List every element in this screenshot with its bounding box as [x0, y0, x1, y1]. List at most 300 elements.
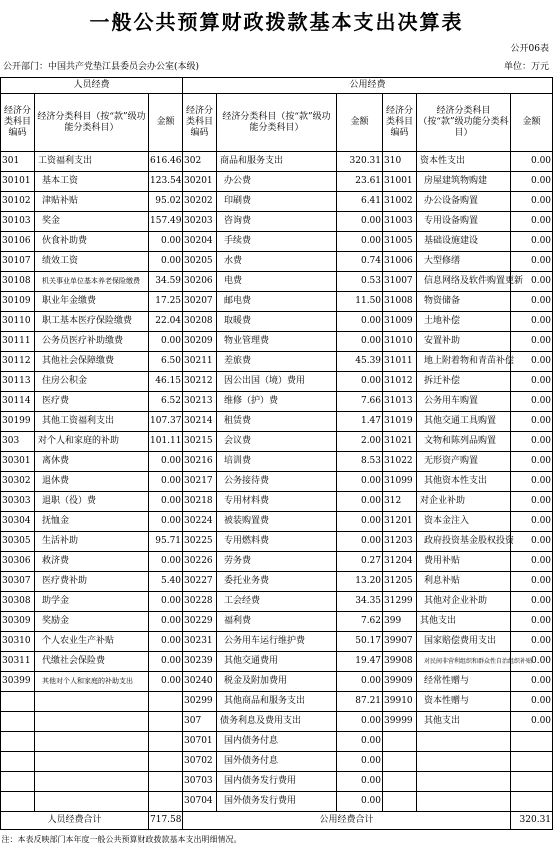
- public-capital-amount-cell: 0.00: [511, 592, 553, 612]
- public-capital-code-cell: 399: [383, 612, 417, 632]
- public-goods-amount-cell: 45.39: [337, 352, 383, 372]
- table-row: [1, 472, 553, 492]
- public-goods-code-cell: 30204: [183, 232, 217, 252]
- public-goods-name-cell: 被装购置费: [217, 512, 337, 532]
- table-row: [1, 752, 553, 772]
- public-goods-name-cell: 专用燃料费: [217, 532, 337, 552]
- personnel-name-cell: 绩效工资: [35, 252, 149, 272]
- personnel-amount-cell: 46.15: [149, 372, 183, 392]
- public-capital-name-cell: 基础设施建设: [417, 232, 511, 252]
- public-capital-amount-cell: [511, 732, 553, 752]
- public-capital-name-cell: 其他支出: [417, 612, 511, 632]
- public-capital-name-cell: 信息网络及软件购置更新: [417, 272, 511, 292]
- table-row: [1, 152, 553, 172]
- personnel-code-cell: 30112: [1, 352, 35, 372]
- public-capital-name-cell: 利息补贴: [417, 572, 511, 592]
- public-goods-amount-cell: 11.50: [337, 292, 383, 312]
- public-goods-name-cell: 债务利息及费用支出: [217, 712, 337, 732]
- public-goods-name-cell: 公务接待费: [217, 472, 337, 492]
- public-goods-code-cell: 30218: [183, 492, 217, 512]
- table-row: [1, 212, 553, 232]
- personnel-code-cell: 30114: [1, 392, 35, 412]
- col-header-code: 经济分类科目编码: [1, 94, 35, 152]
- public-goods-name-cell: 专用材料费: [217, 492, 337, 512]
- public-capital-name-cell: 经常性赠与: [417, 672, 511, 692]
- personnel-name-cell: 津贴补贴: [35, 192, 149, 212]
- public-capital-amount-cell: 0.00: [511, 692, 553, 712]
- table-row: [1, 232, 553, 252]
- public-goods-amount-cell: 0.00: [337, 712, 383, 732]
- public-total-value: 320.31: [511, 812, 553, 830]
- public-capital-code-cell: 31099: [383, 472, 417, 492]
- personnel-amount-cell: 0.00: [149, 652, 183, 672]
- personnel-code-cell: 30103: [1, 212, 35, 232]
- public-capital-code-cell: 31201: [383, 512, 417, 532]
- table-row: [1, 572, 553, 592]
- public-capital-code-cell: [383, 752, 417, 772]
- personnel-amount-cell: 107.37: [149, 412, 183, 432]
- public-capital-name-cell: 文物和陈列品购置: [417, 432, 511, 452]
- personnel-amount-cell: 0.00: [149, 472, 183, 492]
- public-capital-name-cell: [417, 772, 511, 792]
- public-goods-code-cell: 30207: [183, 292, 217, 312]
- public-capital-code-cell: 31008: [383, 292, 417, 312]
- public-goods-name-cell: 取暖费: [217, 312, 337, 332]
- table-row: [1, 252, 553, 272]
- public-goods-code-cell: 302: [183, 152, 217, 172]
- public-goods-code-cell: 30217: [183, 472, 217, 492]
- public-capital-name-cell: 资本性支出: [417, 152, 511, 172]
- public-goods-name-cell: 劳务费: [217, 552, 337, 572]
- public-goods-amount-cell: 0.00: [337, 672, 383, 692]
- personnel-name-cell: 其他社会保障缴费: [35, 352, 149, 372]
- public-goods-code-cell: 30299: [183, 692, 217, 712]
- public-goods-code-cell: 30704: [183, 792, 217, 812]
- public-goods-amount-cell: 0.00: [337, 772, 383, 792]
- public-goods-amount-cell: 0.00: [337, 792, 383, 812]
- personnel-name-cell: 医疗费补助: [35, 572, 149, 592]
- public-capital-code-cell: 31011: [383, 352, 417, 372]
- personnel-code-cell: 301: [1, 152, 35, 172]
- public-goods-code-cell: 30209: [183, 332, 217, 352]
- personnel-name-cell: 个人农业生产补贴: [35, 632, 149, 652]
- form-number: 公开06表: [510, 44, 549, 54]
- personnel-name-cell: 基本工资: [35, 172, 149, 192]
- public-goods-name-cell: 维修（护）费: [217, 392, 337, 412]
- public-goods-amount-cell: 0.00: [337, 532, 383, 552]
- public-goods-code-cell: 30202: [183, 192, 217, 212]
- public-capital-amount-cell: 0.00: [511, 272, 553, 292]
- personnel-code-cell: 30113: [1, 372, 35, 392]
- public-capital-name-cell: 对民间非营利组织和群众性自治组织补贴: [417, 652, 511, 672]
- public-goods-name-cell: 税金及附加费用: [217, 672, 337, 692]
- personnel-name-cell: 公务员医疗补助缴费: [35, 332, 149, 352]
- personnel-amount-cell: 0.00: [149, 332, 183, 352]
- personnel-amount-cell: 616.46: [149, 152, 183, 172]
- table-row: [1, 492, 553, 512]
- public-capital-code-cell: 31205: [383, 572, 417, 592]
- public-capital-code-cell: 31012: [383, 372, 417, 392]
- public-goods-amount-cell: 0.00: [337, 512, 383, 532]
- public-capital-code-cell: 31203: [383, 532, 417, 552]
- personnel-code-cell: 30110: [1, 312, 35, 332]
- table-row: [1, 392, 553, 412]
- personnel-code-cell: 30111: [1, 332, 35, 352]
- public-capital-code-cell: 31007: [383, 272, 417, 292]
- personnel-amount-cell: 22.04: [149, 312, 183, 332]
- public-goods-code-cell: 30208: [183, 312, 217, 332]
- col-header-name: 经济分类科目（按“款”级功能分类科目）: [35, 94, 149, 152]
- public-goods-amount-cell: 7.66: [337, 392, 383, 412]
- public-goods-amount-cell: 19.47: [337, 652, 383, 672]
- public-goods-name-cell: 印刷费: [217, 192, 337, 212]
- table-row: [1, 172, 553, 192]
- public-goods-amount-cell: 0.00: [337, 232, 383, 252]
- public-goods-code-cell: 30211: [183, 352, 217, 372]
- personnel-amount-cell: [149, 792, 183, 812]
- table-row: [1, 332, 553, 352]
- personnel-code-cell: 30310: [1, 632, 35, 652]
- personnel-code-cell: 30108: [1, 272, 35, 292]
- public-capital-name-cell: 对企业补助: [417, 492, 511, 512]
- public-goods-name-cell: 租赁费: [217, 412, 337, 432]
- personnel-amount-cell: 0.00: [149, 232, 183, 252]
- public-header: 公用经费: [183, 78, 553, 94]
- public-goods-name-cell: 国内债务发行费用: [217, 772, 337, 792]
- public-capital-amount-cell: 0.00: [511, 192, 553, 212]
- public-goods-name-cell: 福利费: [217, 612, 337, 632]
- public-goods-amount-cell: 0.00: [337, 752, 383, 772]
- personnel-name-cell: 其他工资福利支出: [35, 412, 149, 432]
- table-row: [1, 452, 553, 472]
- public-capital-amount-cell: 0.00: [511, 292, 553, 312]
- personnel-amount-cell: [149, 712, 183, 732]
- personnel-name-cell: 住房公积金: [35, 372, 149, 392]
- table-row: [1, 692, 553, 712]
- public-goods-amount-cell: 23.61: [337, 172, 383, 192]
- personnel-name-cell: 退职（役）费: [35, 492, 149, 512]
- personnel-amount-cell: 0.00: [149, 592, 183, 612]
- public-capital-amount-cell: 0.00: [511, 372, 553, 392]
- personnel-name-cell: 救济费: [35, 552, 149, 572]
- public-capital-amount-cell: 0.00: [511, 532, 553, 552]
- public-capital-amount-cell: [511, 752, 553, 772]
- personnel-code-cell: 30307: [1, 572, 35, 592]
- personnel-name-cell: 机关事业单位基本养老保险缴费: [35, 272, 149, 292]
- public-capital-name-cell: 资本金注入: [417, 512, 511, 532]
- personnel-code-cell: [1, 732, 35, 752]
- personnel-amount-cell: 0.00: [149, 552, 183, 572]
- public-capital-code-cell: 39908: [383, 652, 417, 672]
- personnel-code-cell: [1, 772, 35, 792]
- public-goods-name-cell: 咨询费: [217, 212, 337, 232]
- personnel-code-cell: 30304: [1, 512, 35, 532]
- col-header-name: 经济分类科目（按“款”级功能分类科目）: [417, 94, 511, 152]
- public-capital-name-cell: 大型修缮: [417, 252, 511, 272]
- public-capital-amount-cell: 0.00: [511, 252, 553, 272]
- personnel-name-cell: 代缴社会保险费: [35, 652, 149, 672]
- public-capital-name-cell: 政府投资基金股权投资: [417, 532, 511, 552]
- public-capital-amount-cell: 0.00: [511, 232, 553, 252]
- public-goods-name-cell: 手续费: [217, 232, 337, 252]
- table-row: [1, 592, 553, 612]
- public-goods-name-cell: 因公出国（境）费用: [217, 372, 337, 392]
- personnel-name-cell: [35, 752, 149, 772]
- public-capital-code-cell: 310: [383, 152, 417, 172]
- public-capital-name-cell: 国家赔偿费用支出: [417, 632, 511, 652]
- col-header-code: 经济分类科目编码: [183, 94, 217, 152]
- public-goods-name-cell: 其他交通费用: [217, 652, 337, 672]
- table-row: [1, 672, 553, 692]
- public-capital-name-cell: 物资储备: [417, 292, 511, 312]
- personnel-name-cell: 奖金: [35, 212, 149, 232]
- personnel-name-cell: 职业年金缴费: [35, 292, 149, 312]
- expenditure-table: [0, 77, 553, 848]
- table-row: [1, 772, 553, 792]
- table-row: [1, 512, 553, 532]
- personnel-name-cell: 伙食补助费: [35, 232, 149, 252]
- public-goods-code-cell: 30228: [183, 592, 217, 612]
- public-capital-amount-cell: 0.00: [511, 392, 553, 412]
- personnel-code-cell: 30107: [1, 252, 35, 272]
- table-row: [1, 432, 553, 452]
- personnel-amount-cell: 157.49: [149, 212, 183, 232]
- public-goods-name-cell: 国内债务付息: [217, 732, 337, 752]
- personnel-total-value: 717.58: [149, 812, 183, 830]
- public-capital-name-cell: 其他支出: [417, 712, 511, 732]
- public-goods-amount-cell: 34.35: [337, 592, 383, 612]
- personnel-code-cell: 30102: [1, 192, 35, 212]
- personnel-code-cell: 30311: [1, 652, 35, 672]
- public-goods-name-cell: 国外债务发行费用: [217, 792, 337, 812]
- personnel-amount-cell: 101.11: [149, 432, 183, 452]
- public-capital-amount-cell: 0.00: [511, 572, 553, 592]
- public-capital-amount-cell: 0.00: [511, 672, 553, 692]
- public-capital-code-cell: [383, 792, 417, 812]
- public-goods-amount-cell: 0.00: [337, 372, 383, 392]
- public-goods-amount-cell: 0.27: [337, 552, 383, 572]
- public-goods-code-cell: 30226: [183, 552, 217, 572]
- public-capital-amount-cell: 0.00: [511, 652, 553, 672]
- personnel-code-cell: 30101: [1, 172, 35, 192]
- public-capital-name-cell: 拆迁补偿: [417, 372, 511, 392]
- personnel-name-cell: 助学金: [35, 592, 149, 612]
- personnel-code-cell: 30308: [1, 592, 35, 612]
- table-row: [1, 532, 553, 552]
- table-row: [1, 792, 553, 812]
- personnel-name-cell: 其他对个人和家庭的补助支出: [35, 672, 149, 692]
- personnel-amount-cell: 0.00: [149, 512, 183, 532]
- personnel-code-cell: 30109: [1, 292, 35, 312]
- public-goods-code-cell: 30214: [183, 412, 217, 432]
- public-goods-code-cell: 30203: [183, 212, 217, 232]
- personnel-code-cell: [1, 752, 35, 772]
- personnel-name-cell: 职工基本医疗保险缴费: [35, 312, 149, 332]
- public-capital-amount-cell: 0.00: [511, 432, 553, 452]
- personnel-code-cell: 30309: [1, 612, 35, 632]
- public-goods-name-cell: 邮电费: [217, 292, 337, 312]
- personnel-code-cell: [1, 792, 35, 812]
- public-goods-amount-cell: 320.31: [337, 152, 383, 172]
- public-total-label: 公用经费合计: [183, 812, 511, 830]
- personnel-name-cell: 工资福利支出: [35, 152, 149, 172]
- public-capital-code-cell: 31022: [383, 452, 417, 472]
- public-capital-code-cell: 39909: [383, 672, 417, 692]
- personnel-name-cell: 奖励金: [35, 612, 149, 632]
- personnel-header: 人员经费: [1, 78, 183, 94]
- table-row: [1, 652, 553, 672]
- public-goods-code-cell: 30201: [183, 172, 217, 192]
- personnel-name-cell: 生活补助: [35, 532, 149, 552]
- personnel-amount-cell: [149, 772, 183, 792]
- public-goods-name-cell: 国外债务付息: [217, 752, 337, 772]
- table-row: [1, 732, 553, 752]
- col-header-amount: 金额: [511, 94, 553, 152]
- col-header-amount: 金额: [337, 94, 383, 152]
- personnel-amount-cell: 95.02: [149, 192, 183, 212]
- personnel-amount-cell: 0.00: [149, 492, 183, 512]
- col-header-code: 经济分类科目编码: [383, 94, 417, 152]
- public-goods-amount-cell: 0.00: [337, 492, 383, 512]
- table-row: [1, 352, 553, 372]
- public-capital-code-cell: 39910: [383, 692, 417, 712]
- public-capital-code-cell: 31005: [383, 232, 417, 252]
- public-capital-name-cell: 无形资产购置: [417, 452, 511, 472]
- department-label: 公开部门：中国共产党垫江县委员会办公室(本级): [3, 62, 200, 72]
- public-capital-name-cell: 安置补助: [417, 332, 511, 352]
- public-capital-code-cell: 31003: [383, 212, 417, 232]
- public-capital-code-cell: 31002: [383, 192, 417, 212]
- public-goods-code-cell: 30229: [183, 612, 217, 632]
- public-goods-amount-cell: 0.00: [337, 732, 383, 752]
- public-goods-amount-cell: 8.53: [337, 452, 383, 472]
- public-goods-code-cell: 30212: [183, 372, 217, 392]
- public-capital-amount-cell: [511, 772, 553, 792]
- personnel-name-cell: 抚恤金: [35, 512, 149, 532]
- personnel-name-cell: [35, 732, 149, 752]
- public-goods-amount-cell: 50.17: [337, 632, 383, 652]
- public-goods-name-cell: 商品和服务支出: [217, 152, 337, 172]
- public-goods-code-cell: 30231: [183, 632, 217, 652]
- table-row: [1, 372, 553, 392]
- public-capital-code-cell: 31009: [383, 312, 417, 332]
- public-goods-amount-cell: 0.00: [337, 332, 383, 352]
- public-capital-code-cell: [383, 732, 417, 752]
- personnel-amount-cell: [149, 752, 183, 772]
- public-goods-amount-cell: 2.00: [337, 432, 383, 452]
- public-goods-code-cell: 30227: [183, 572, 217, 592]
- public-goods-name-cell: 水费: [217, 252, 337, 272]
- public-goods-amount-cell: 87.21: [337, 692, 383, 712]
- public-capital-amount-cell: 0.00: [511, 172, 553, 192]
- public-capital-name-cell: 其他交通工具购置: [417, 412, 511, 432]
- public-goods-code-cell: 30213: [183, 392, 217, 412]
- personnel-amount-cell: 5.40: [149, 572, 183, 592]
- personnel-amount-cell: 6.52: [149, 392, 183, 412]
- public-capital-amount-cell: 0.00: [511, 452, 553, 472]
- public-goods-code-cell: 307: [183, 712, 217, 732]
- personnel-code-cell: [1, 692, 35, 712]
- personnel-amount-cell: 123.54: [149, 172, 183, 192]
- public-goods-amount-cell: 0.00: [337, 312, 383, 332]
- public-goods-amount-cell: 1.47: [337, 412, 383, 432]
- table-row: [1, 632, 553, 652]
- personnel-code-cell: 303: [1, 432, 35, 452]
- table-row: [1, 552, 553, 572]
- table-row: [1, 192, 553, 212]
- personnel-amount-cell: 0.00: [149, 672, 183, 692]
- public-capital-amount-cell: 0.00: [511, 552, 553, 572]
- public-goods-name-cell: 工会经费: [217, 592, 337, 612]
- public-capital-name-cell: 土地补偿: [417, 312, 511, 332]
- public-capital-code-cell: 31001: [383, 172, 417, 192]
- public-goods-name-cell: 委托业务费: [217, 572, 337, 592]
- table-row: [1, 312, 553, 332]
- public-capital-code-cell: 312: [383, 492, 417, 512]
- public-goods-amount-cell: 0.00: [337, 472, 383, 492]
- public-capital-code-cell: 31299: [383, 592, 417, 612]
- public-capital-amount-cell: 0.00: [511, 512, 553, 532]
- personnel-code-cell: 30302: [1, 472, 35, 492]
- public-capital-amount-cell: 0.00: [511, 492, 553, 512]
- public-capital-name-cell: 办公设备购置: [417, 192, 511, 212]
- public-goods-amount-cell: 7.62: [337, 612, 383, 632]
- col-header-name: 经济分类科目（按“款”级功能分类科目）: [217, 94, 337, 152]
- public-capital-amount-cell: 0.00: [511, 632, 553, 652]
- public-goods-code-cell: 30224: [183, 512, 217, 532]
- public-capital-code-cell: 31021: [383, 432, 417, 452]
- public-capital-code-cell: 31006: [383, 252, 417, 272]
- public-capital-name-cell: [417, 732, 511, 752]
- public-capital-name-cell: 费用补贴: [417, 552, 511, 572]
- personnel-amount-cell: 6.50: [149, 352, 183, 372]
- totals-row: [1, 812, 553, 830]
- public-goods-code-cell: 30215: [183, 432, 217, 452]
- report-title: 一般公共预算财政拨款基本支出决算表: [89, 10, 464, 34]
- public-goods-code-cell: 30216: [183, 452, 217, 472]
- public-capital-code-cell: 31013: [383, 392, 417, 412]
- public-goods-name-cell: 物业管理费: [217, 332, 337, 352]
- public-capital-amount-cell: [511, 792, 553, 812]
- public-capital-code-cell: 39999: [383, 712, 417, 732]
- personnel-name-cell: 医疗费: [35, 392, 149, 412]
- personnel-total-label: 人员经费合计: [1, 812, 149, 830]
- public-capital-amount-cell: 0.00: [511, 412, 553, 432]
- personnel-amount-cell: 17.25: [149, 292, 183, 312]
- public-capital-amount-cell: 0.00: [511, 312, 553, 332]
- public-goods-amount-cell: 13.20: [337, 572, 383, 592]
- public-capital-amount-cell: 0.00: [511, 212, 553, 232]
- personnel-amount-cell: 0.00: [149, 632, 183, 652]
- public-goods-amount-cell: 0.74: [337, 252, 383, 272]
- public-goods-name-cell: 办公费: [217, 172, 337, 192]
- public-goods-code-cell: 30239: [183, 652, 217, 672]
- personnel-amount-cell: [149, 692, 183, 712]
- public-capital-amount-cell: 0.00: [511, 332, 553, 352]
- public-goods-code-cell: 30206: [183, 272, 217, 292]
- col-header-amount: 金额: [149, 94, 183, 152]
- table-note: 注：本表反映部门本年度一般公共预算财政拨款基本支出明细情况。: [1, 830, 553, 849]
- personnel-amount-cell: 0.00: [149, 452, 183, 472]
- public-goods-code-cell: 30205: [183, 252, 217, 272]
- public-capital-name-cell: [417, 792, 511, 812]
- public-goods-name-cell: 电费: [217, 272, 337, 292]
- public-goods-name-cell: 其他商品和服务支出: [217, 692, 337, 712]
- public-capital-name-cell: 其他对企业补助: [417, 592, 511, 612]
- public-capital-name-cell: [417, 752, 511, 772]
- public-goods-amount-cell: 0.53: [337, 272, 383, 292]
- personnel-amount-cell: [149, 732, 183, 752]
